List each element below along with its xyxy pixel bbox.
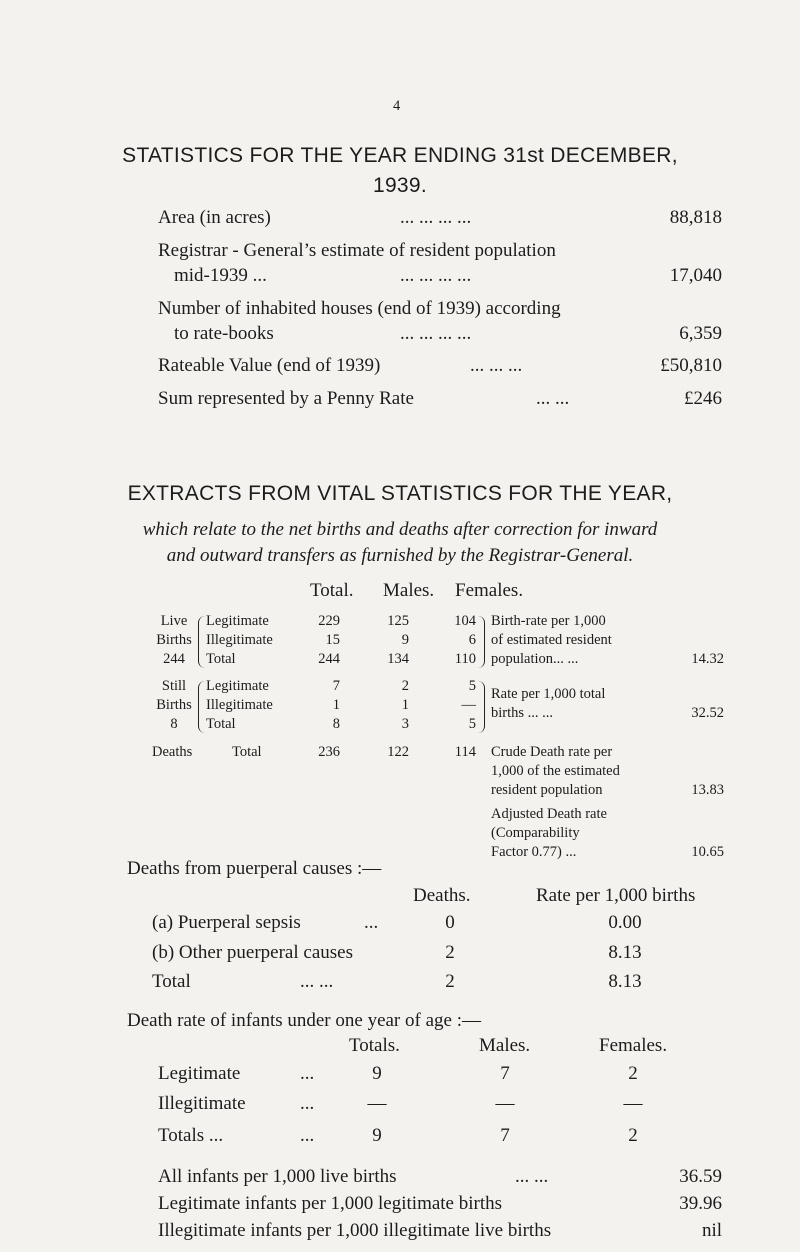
general-value: £246 — [684, 388, 722, 409]
cell-deaths: 2 — [445, 942, 455, 963]
row-label: (a) Puerperal sepsis — [152, 912, 301, 933]
general-leader: ... ... ... ... — [400, 265, 472, 286]
general-label-cont: mid-1939 ... — [174, 265, 267, 286]
row-leader: ... — [300, 1093, 315, 1114]
general-label-cont: to rate-books — [174, 323, 274, 344]
section-title: Deaths from puerperal causes :— — [127, 858, 382, 879]
cell-males: 2 — [401, 678, 409, 694]
col-total-header: Total. — [310, 580, 354, 601]
group-label: Births — [156, 697, 192, 713]
cell-females: 2 — [628, 1063, 638, 1084]
row-label: Illegitimate — [158, 1093, 246, 1114]
cell-males: 1 — [401, 697, 409, 713]
row-leader: ... — [364, 912, 379, 933]
rate-text: of estimated resident — [491, 632, 612, 648]
cell-females: 5 — [468, 716, 476, 732]
row-label: Legitimate — [206, 613, 269, 629]
rate-value: 39.96 — [679, 1193, 722, 1214]
row-label: Illegitimate — [206, 632, 273, 648]
cell-deaths: 0 — [445, 912, 455, 933]
cell-total: 7 — [332, 678, 340, 694]
cell-totals: 9 — [372, 1125, 382, 1146]
group-label: Births — [156, 632, 192, 648]
right-brace — [478, 616, 485, 668]
row-label: Total — [232, 744, 262, 760]
cell-totals: 9 — [372, 1063, 382, 1084]
rate-value: 13.83 — [691, 782, 724, 798]
page-number: 4 — [393, 98, 401, 114]
general-label: Number of inhabited houses (end of 1939) according — [158, 298, 561, 319]
cell-females: — — [461, 697, 476, 713]
col-deaths-header: Deaths. — [413, 885, 471, 906]
cell-deaths: 2 — [445, 971, 455, 992]
group-label: Still — [161, 678, 187, 694]
rate-text: Rate per 1,000 total — [491, 686, 606, 702]
general-leader: ... ... — [536, 388, 570, 409]
cell-rate: 8.13 — [608, 971, 642, 992]
cell-total: 229 — [318, 613, 340, 629]
cell-females: 2 — [628, 1125, 638, 1146]
rate-text: Crude Death rate per — [491, 744, 613, 760]
rate-value: 32.52 — [691, 705, 724, 721]
cell-total: 8 — [332, 716, 340, 732]
rate-value: nil — [701, 1220, 722, 1241]
cell-males: 9 — [401, 632, 409, 648]
cell-females: 5 — [468, 678, 476, 694]
row-label: Legitimate — [158, 1063, 241, 1084]
group-count: 244 — [163, 651, 185, 667]
col-females-header: Females. — [599, 1035, 668, 1056]
rate-text: 1,000 of the estimated — [491, 763, 620, 779]
rate-text: Adjusted Death rate — [491, 806, 607, 822]
cell-total: 244 — [318, 651, 340, 667]
rate-label: All infants per 1,000 live births — [158, 1166, 397, 1187]
row-label: Totals ... — [158, 1125, 224, 1146]
rate-value: 14.32 — [691, 651, 724, 667]
section-title: Death rate of infants under one year of age :— — [127, 1010, 481, 1031]
rate-text: Birth-rate per 1,000 — [491, 613, 606, 629]
general-label: Registrar - General’s estimate of resident population — [158, 240, 556, 261]
cell-males: 7 — [500, 1063, 510, 1084]
cell-females: 6 — [468, 632, 476, 648]
row-label: Illegitimate — [206, 697, 273, 713]
row-leader: ... — [300, 1063, 315, 1084]
row-label: Total — [206, 651, 236, 667]
col-males-header: Males. — [383, 580, 435, 601]
cell-males: 122 — [387, 744, 409, 760]
left-brace — [198, 616, 205, 668]
page-title: STATISTICS FOR THE YEAR ENDING 31st DECEMBER, — [122, 144, 678, 167]
col-females-header: Females. — [455, 580, 524, 601]
general-value: 6,359 — [679, 323, 722, 344]
cell-rate: 0.00 — [608, 912, 642, 933]
cell-males: 134 — [387, 651, 409, 667]
general-label: Area (in acres) — [158, 207, 271, 228]
cell-males: 125 — [387, 613, 409, 629]
rate-label: Illegitimate infants per 1,000 illegitimate live births — [158, 1220, 552, 1241]
extracts-subtitle-cont: and outward transfers as furnished by the Registrar-General. — [166, 545, 634, 566]
cell-total: 236 — [318, 744, 340, 760]
row-label: Total — [152, 971, 191, 992]
rate-text: resident population — [491, 782, 603, 798]
general-value: £50,810 — [660, 355, 722, 376]
rate-text: population... ... — [491, 651, 579, 667]
row-label: Legitimate — [206, 678, 269, 694]
row-leader: ... — [300, 1125, 315, 1146]
page-title-year: 1939. — [372, 174, 428, 197]
right-brace — [478, 681, 485, 733]
general-leader: ... ... ... — [470, 355, 523, 376]
cell-males: 3 — [401, 716, 409, 732]
cell-rate: 8.13 — [608, 942, 642, 963]
row-leader: ... ... — [300, 971, 334, 992]
rate-text: births ... ... — [491, 705, 554, 721]
rate-text: (Comparability — [491, 825, 580, 841]
row-label: Total — [206, 716, 236, 732]
general-value: 88,818 — [669, 207, 722, 228]
cell-males: — — [495, 1093, 515, 1114]
col-totals-header: Totals. — [349, 1035, 400, 1056]
cell-females: — — [623, 1093, 643, 1114]
rate-text: Factor 0.77) ... — [491, 844, 577, 860]
rate-value: 36.59 — [679, 1166, 722, 1187]
group-label: Live — [160, 613, 188, 629]
general-leader: ... ... ... ... — [400, 323, 472, 344]
cell-total: 15 — [325, 632, 340, 648]
left-brace — [198, 681, 205, 733]
extracts-subtitle: which relate to the net births and deaths after correction for inward — [142, 519, 658, 540]
general-label: Rateable Value (end of 1939) — [158, 355, 381, 376]
general-value: 17,040 — [669, 265, 722, 286]
rate-leader: ... ... — [515, 1166, 549, 1187]
cell-females: 110 — [454, 651, 476, 667]
col-males-header: Males. — [479, 1035, 531, 1056]
group-count: 8 — [170, 716, 178, 732]
col-rate-header: Rate per 1,000 births — [536, 885, 696, 906]
general-label: Sum represented by a Penny Rate — [158, 388, 414, 409]
extracts-title: EXTRACTS FROM VITAL STATISTICS FOR THE YEAR, — [127, 482, 673, 505]
row-label: (b) Other puerperal causes — [152, 942, 353, 963]
rate-value: 10.65 — [691, 844, 724, 860]
cell-males: 7 — [500, 1125, 510, 1146]
cell-females: 104 — [454, 613, 476, 629]
cell-females: 114 — [454, 744, 476, 760]
group-label: Deaths — [152, 744, 193, 760]
general-leader: ... ... ... ... — [400, 207, 472, 228]
rate-label: Legitimate infants per 1,000 legitimate births — [158, 1193, 503, 1214]
cell-total: 1 — [332, 697, 340, 713]
cell-totals: — — [367, 1093, 387, 1114]
